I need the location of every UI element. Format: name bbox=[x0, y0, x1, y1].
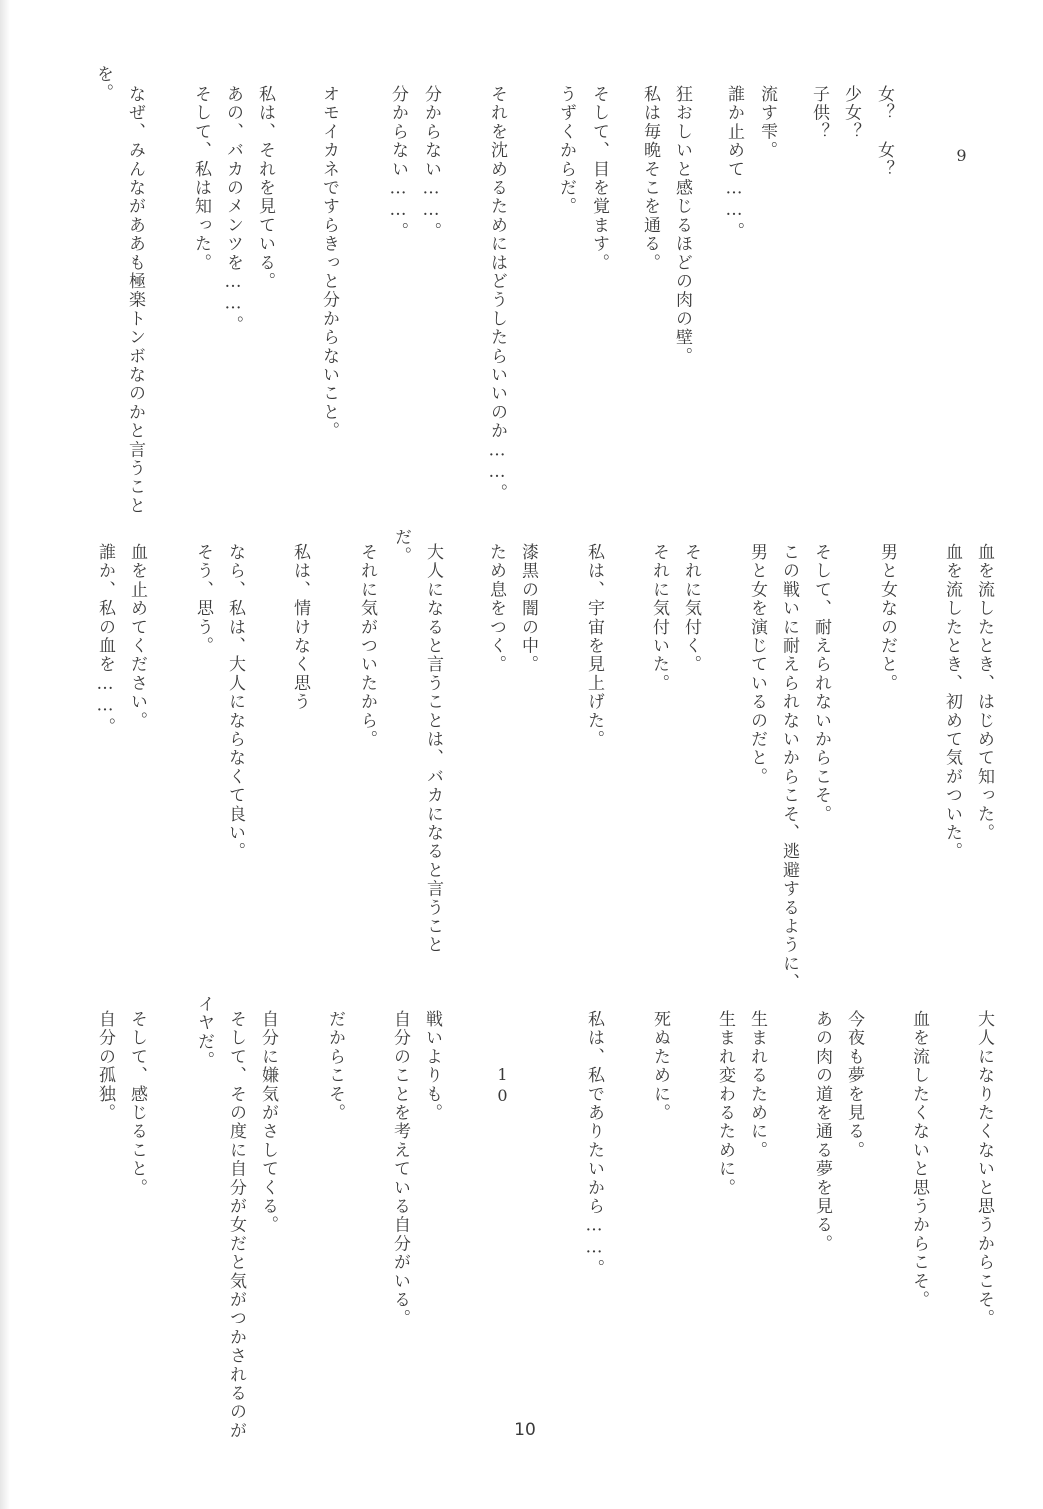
text-column: だからこそ。 bbox=[325, 1010, 345, 1123]
text-column: 女？ 女？ bbox=[874, 85, 894, 179]
text-column: 今夜も夢を見る。 bbox=[844, 1010, 864, 1160]
section-number: 9 bbox=[952, 146, 971, 167]
text-column: 子供？ bbox=[809, 85, 829, 142]
text-column: そして、感じること。 bbox=[127, 1010, 147, 1197]
text-column: 分からない……。 bbox=[421, 85, 441, 241]
text-column: 戦いよりも。 bbox=[422, 1010, 442, 1123]
text-column: なら、私は、大人にならなくて良い。 bbox=[225, 543, 245, 861]
text-column: だ。 bbox=[391, 528, 411, 566]
text-column: そう、思う。 bbox=[193, 543, 213, 656]
text-column: 自分のことを考えている自分がいる。 bbox=[390, 1010, 410, 1328]
text-column: 血を流したくないと思うからこそ。 bbox=[909, 1010, 929, 1310]
text-column: 自分に嫌気がさしてくる。 bbox=[258, 1010, 278, 1235]
text-column: 流す雫。 bbox=[757, 85, 777, 160]
text-column: うずくからだ。 bbox=[556, 85, 576, 216]
text-column: そして、耐えられないからこそ。 bbox=[811, 543, 831, 824]
text-column: を。 bbox=[93, 65, 113, 103]
text-column: そして、目を覚ます。 bbox=[589, 85, 609, 272]
text-column: 大人になると言うことは、バカになると言うこと bbox=[423, 543, 443, 955]
text-column: 血を流したとき、初めて気がついた。 bbox=[942, 543, 962, 861]
page-edge-shadow bbox=[0, 0, 10, 1509]
text-column: あの、バカのメンツを……。 bbox=[223, 85, 243, 335]
text-column: この戦いに耐えられないからこそ、逃避するように、 bbox=[779, 543, 799, 992]
text-column: 血を止めてください。 bbox=[127, 543, 147, 730]
text-column: 男と女なのだと。 bbox=[877, 543, 897, 693]
text-column: それに気付いた。 bbox=[649, 543, 669, 693]
text-column: 誰か、私の血を……。 bbox=[95, 543, 115, 736]
text-column: 誰か止めて……。 bbox=[724, 85, 744, 241]
text-column: 私は、宇宙を見上げた。 bbox=[584, 543, 604, 749]
text-column: 漆黒の闇の中。 bbox=[518, 543, 538, 674]
text-column: 分からない……。 bbox=[388, 85, 408, 241]
text-column: 血を流したとき、はじめて知った。 bbox=[974, 543, 994, 843]
text-column: それに気がついたから。 bbox=[357, 543, 377, 749]
text-column: 少女？ bbox=[841, 85, 861, 142]
text-column: あの肉の道を通る夢を見る。 bbox=[812, 1010, 832, 1254]
text-column: オモイカネですらきっと分からないこと。 bbox=[319, 85, 339, 441]
text-column: 私は、私でありたいから……。 bbox=[584, 1010, 604, 1278]
text-column: イヤだ。 bbox=[194, 995, 214, 1070]
text-column: 自分の孤独。 bbox=[95, 1010, 115, 1123]
text-column: 死ぬために。 bbox=[650, 1010, 670, 1123]
text-column: そして、その度に自分が女だと気がつかされるのが bbox=[226, 1010, 246, 1441]
text-column: 男と女を演じているのだと。 bbox=[747, 543, 767, 787]
text-column: 生まれるために。 bbox=[747, 1010, 767, 1160]
text-column: 大人になりたくないと思うからこそ。 bbox=[974, 1010, 994, 1328]
text-column: 狂おしいと感じるほどの肉の壁。 bbox=[672, 85, 692, 366]
text-column: 私は、情けなく思う bbox=[290, 543, 310, 712]
text-column: そして、私は知った。 bbox=[191, 85, 211, 272]
text-column: なぜ、みんながああも極楽トンボなのかと言うこと bbox=[125, 85, 145, 516]
text-column: 生まれ変わるために。 bbox=[715, 1010, 735, 1197]
text-column: 私は、それを見ている。 bbox=[255, 85, 275, 291]
page-number: 10 bbox=[514, 1420, 536, 1440]
text-column: それに気付く。 bbox=[681, 543, 701, 674]
text-column: それを沈めるためにはどうしたらいいのか……。 bbox=[487, 85, 507, 503]
section-number: 10 bbox=[493, 1065, 512, 1107]
text-column: 私は毎晩そこを通る。 bbox=[640, 85, 660, 272]
text-column: ため息をつく。 bbox=[486, 543, 506, 674]
